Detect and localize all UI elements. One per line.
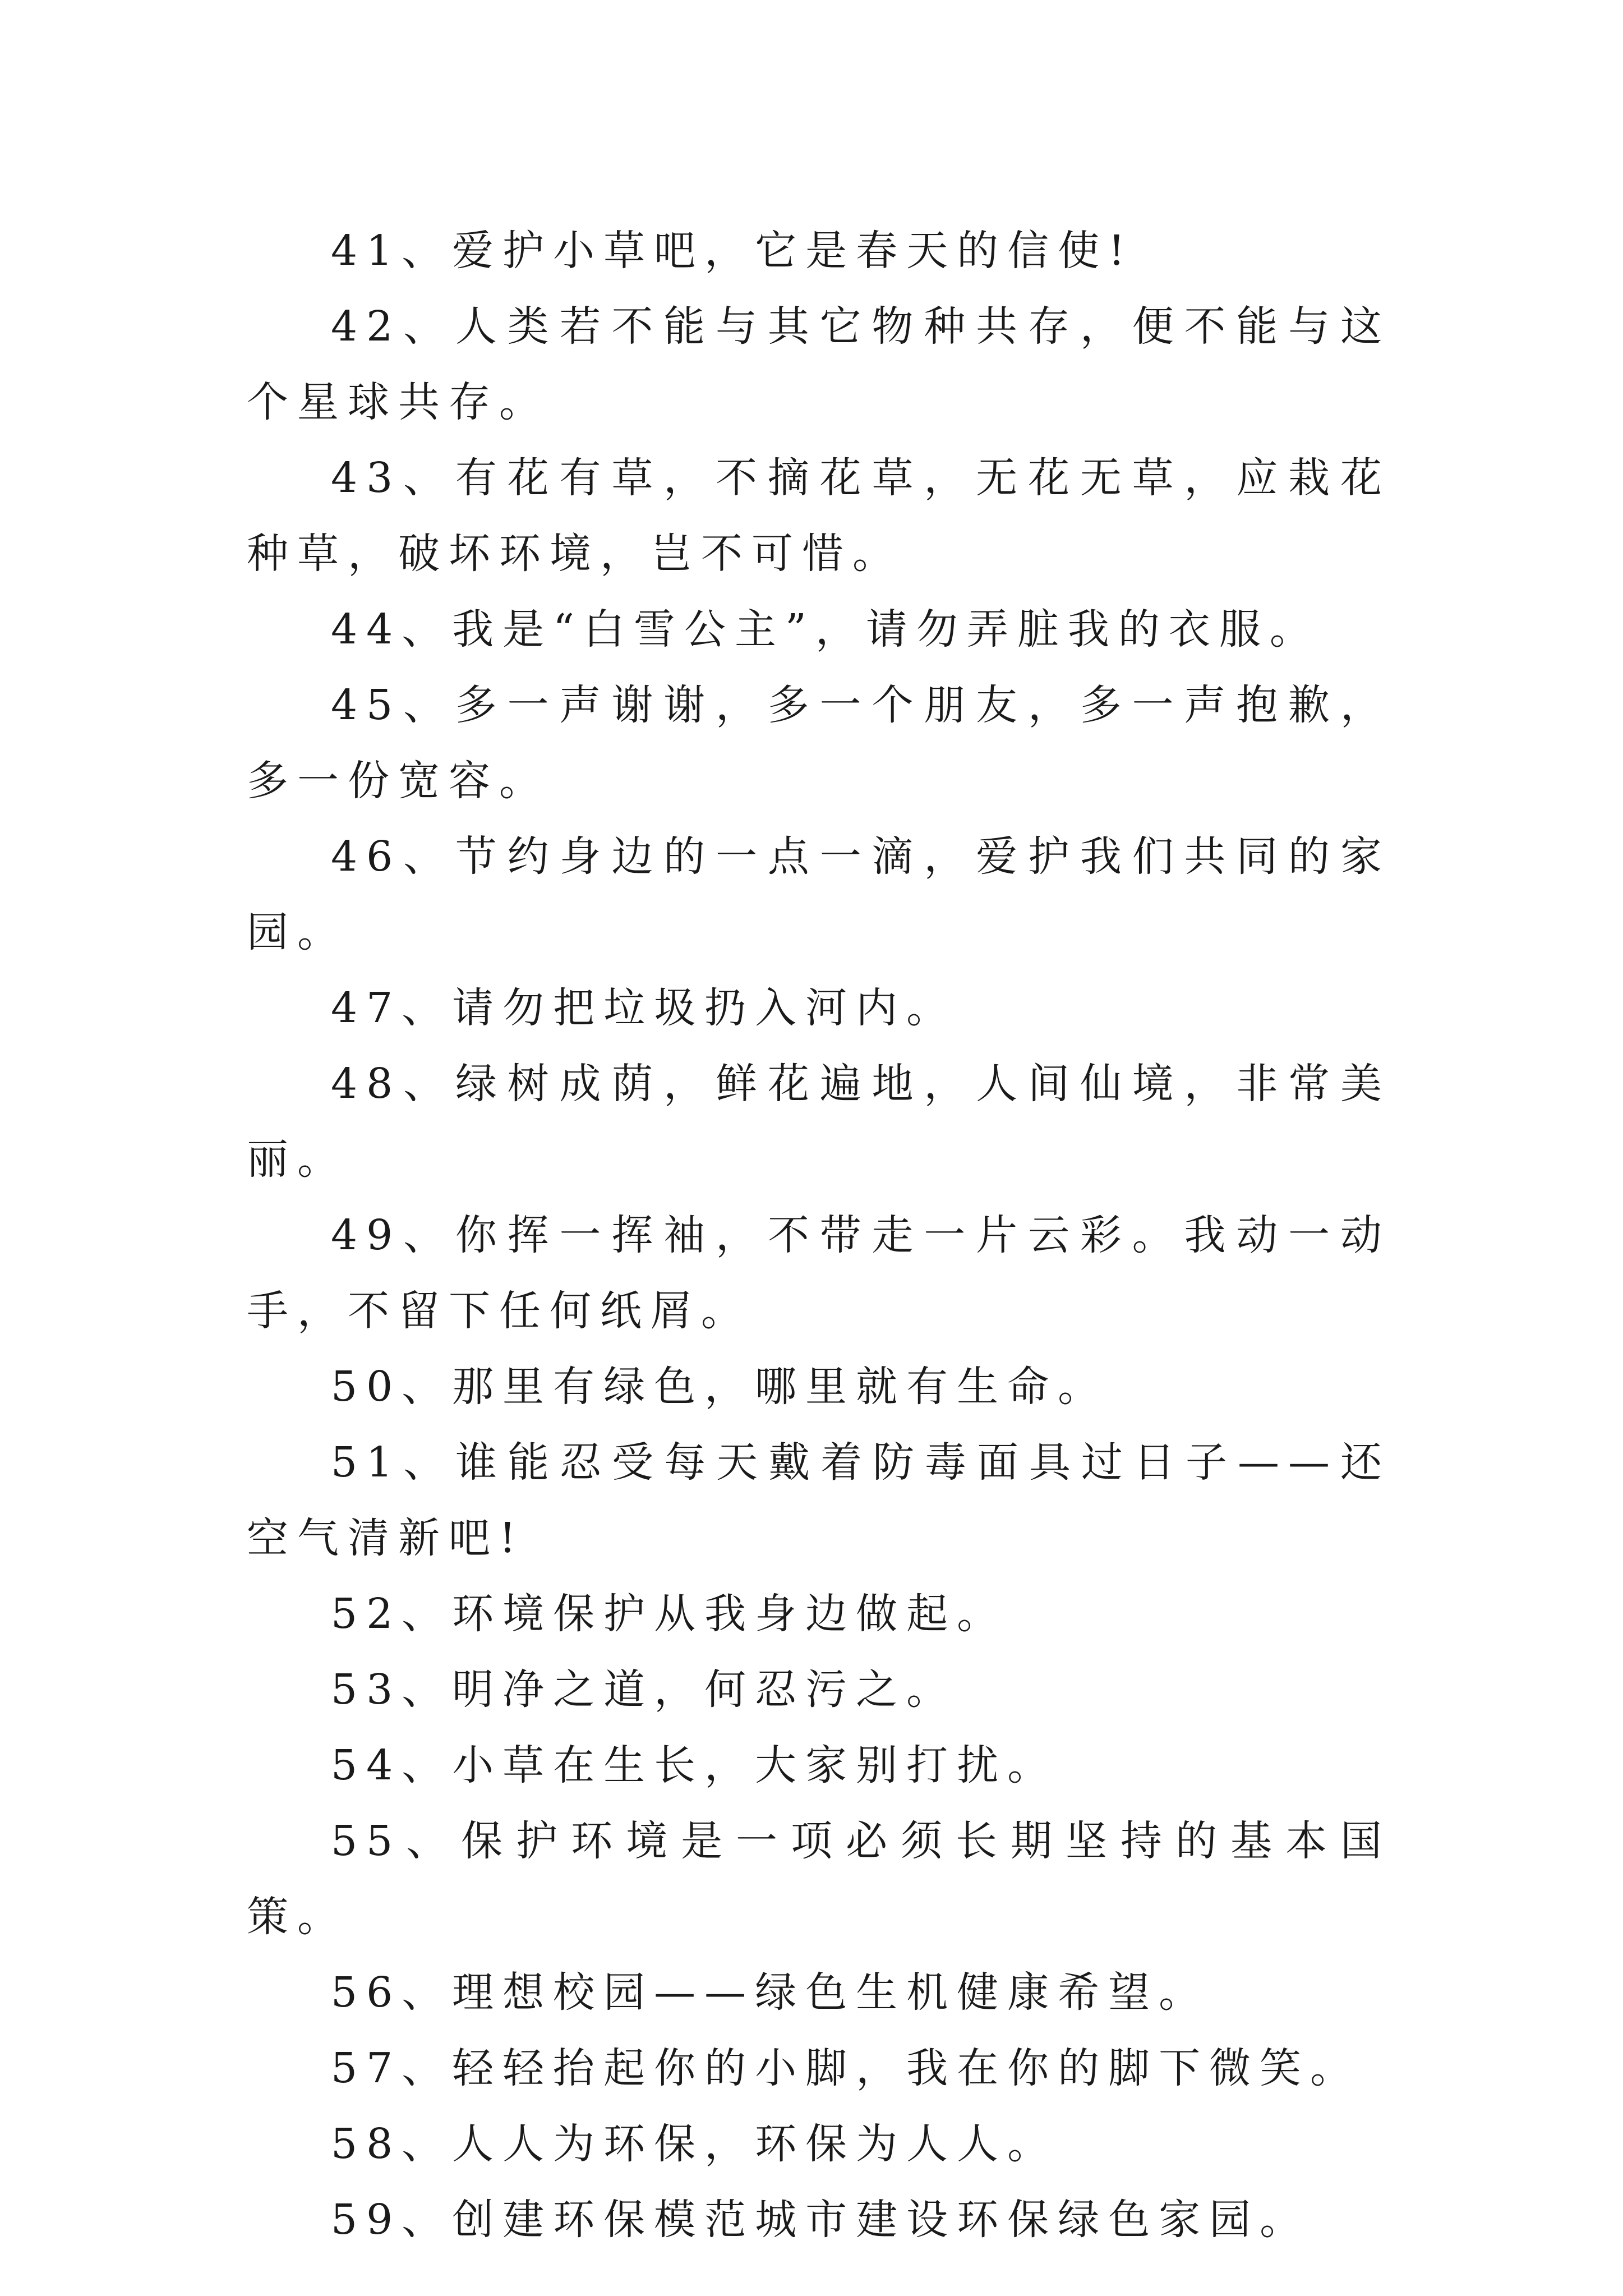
slogan-item-51: 51、谁能忍受每天戴着防毒面具过日子——还空气清新吧! — [247, 1438, 1391, 1562]
slogan-item-43: 43、有花有草，不摘花草，无花无草，应栽花种草，破坏环境，岂不可惜。 — [247, 454, 1391, 578]
slogan-item-42: 42、人类若不能与其它物种共存，便不能与这个星球共存。 — [247, 302, 1391, 426]
slogan-item-48: 48、绿树成荫，鲜花遍地，人间仙境，非常美丽。 — [247, 1060, 1391, 1184]
slogan-list — [247, 213, 1391, 2258]
slogan-item-54: 54、小草在生长，大家别打扰。 — [331, 1741, 1058, 1789]
slogan-item-41: 41、爱护小草吧，它是春天的信使! — [331, 227, 1134, 275]
slogan-item-59: 59、创建环保模范城市建设环保绿色家园。 — [331, 2196, 1311, 2244]
slogan-item-52: 52、环境保护从我身边做起。 — [331, 1590, 1008, 1638]
slogan-item-49: 49、你挥一挥袖，不带走一片云彩。我动一动手，不留下任何纸屑。 — [247, 1211, 1391, 1335]
slogan-item-53: 53、明净之道，何忍污之。 — [331, 1665, 957, 1714]
slogan-item-58: 58、人人为环保，环保为人人。 — [331, 2120, 1058, 2168]
slogan-item-57: 57、轻轻抬起你的小脚，我在你的脚下微笑。 — [331, 2044, 1361, 2092]
slogan-item-47: 47、请勿把垃圾扔入河内。 — [331, 984, 957, 1032]
slogan-item-46: 46、节约身边的一点一滴，爱护我们共同的家园。 — [247, 832, 1391, 956]
slogan-item-56: 56、理想校园——绿色生机健康希望。 — [331, 1968, 1210, 2017]
slogan-item-50: 50、那里有绿色，哪里就有生命。 — [331, 1363, 1109, 1411]
slogan-item-44: 44、我是“白雪公主”，请勿弄脏我的衣服。 — [331, 605, 1320, 654]
slogan-item-45: 45、多一声谢谢，多一个朋友，多一声抱歉，多一份宽容。 — [247, 681, 1391, 805]
slogan-item-55: 55、保护环境是一项必须长期坚持的基本国策。 — [247, 1817, 1391, 1941]
